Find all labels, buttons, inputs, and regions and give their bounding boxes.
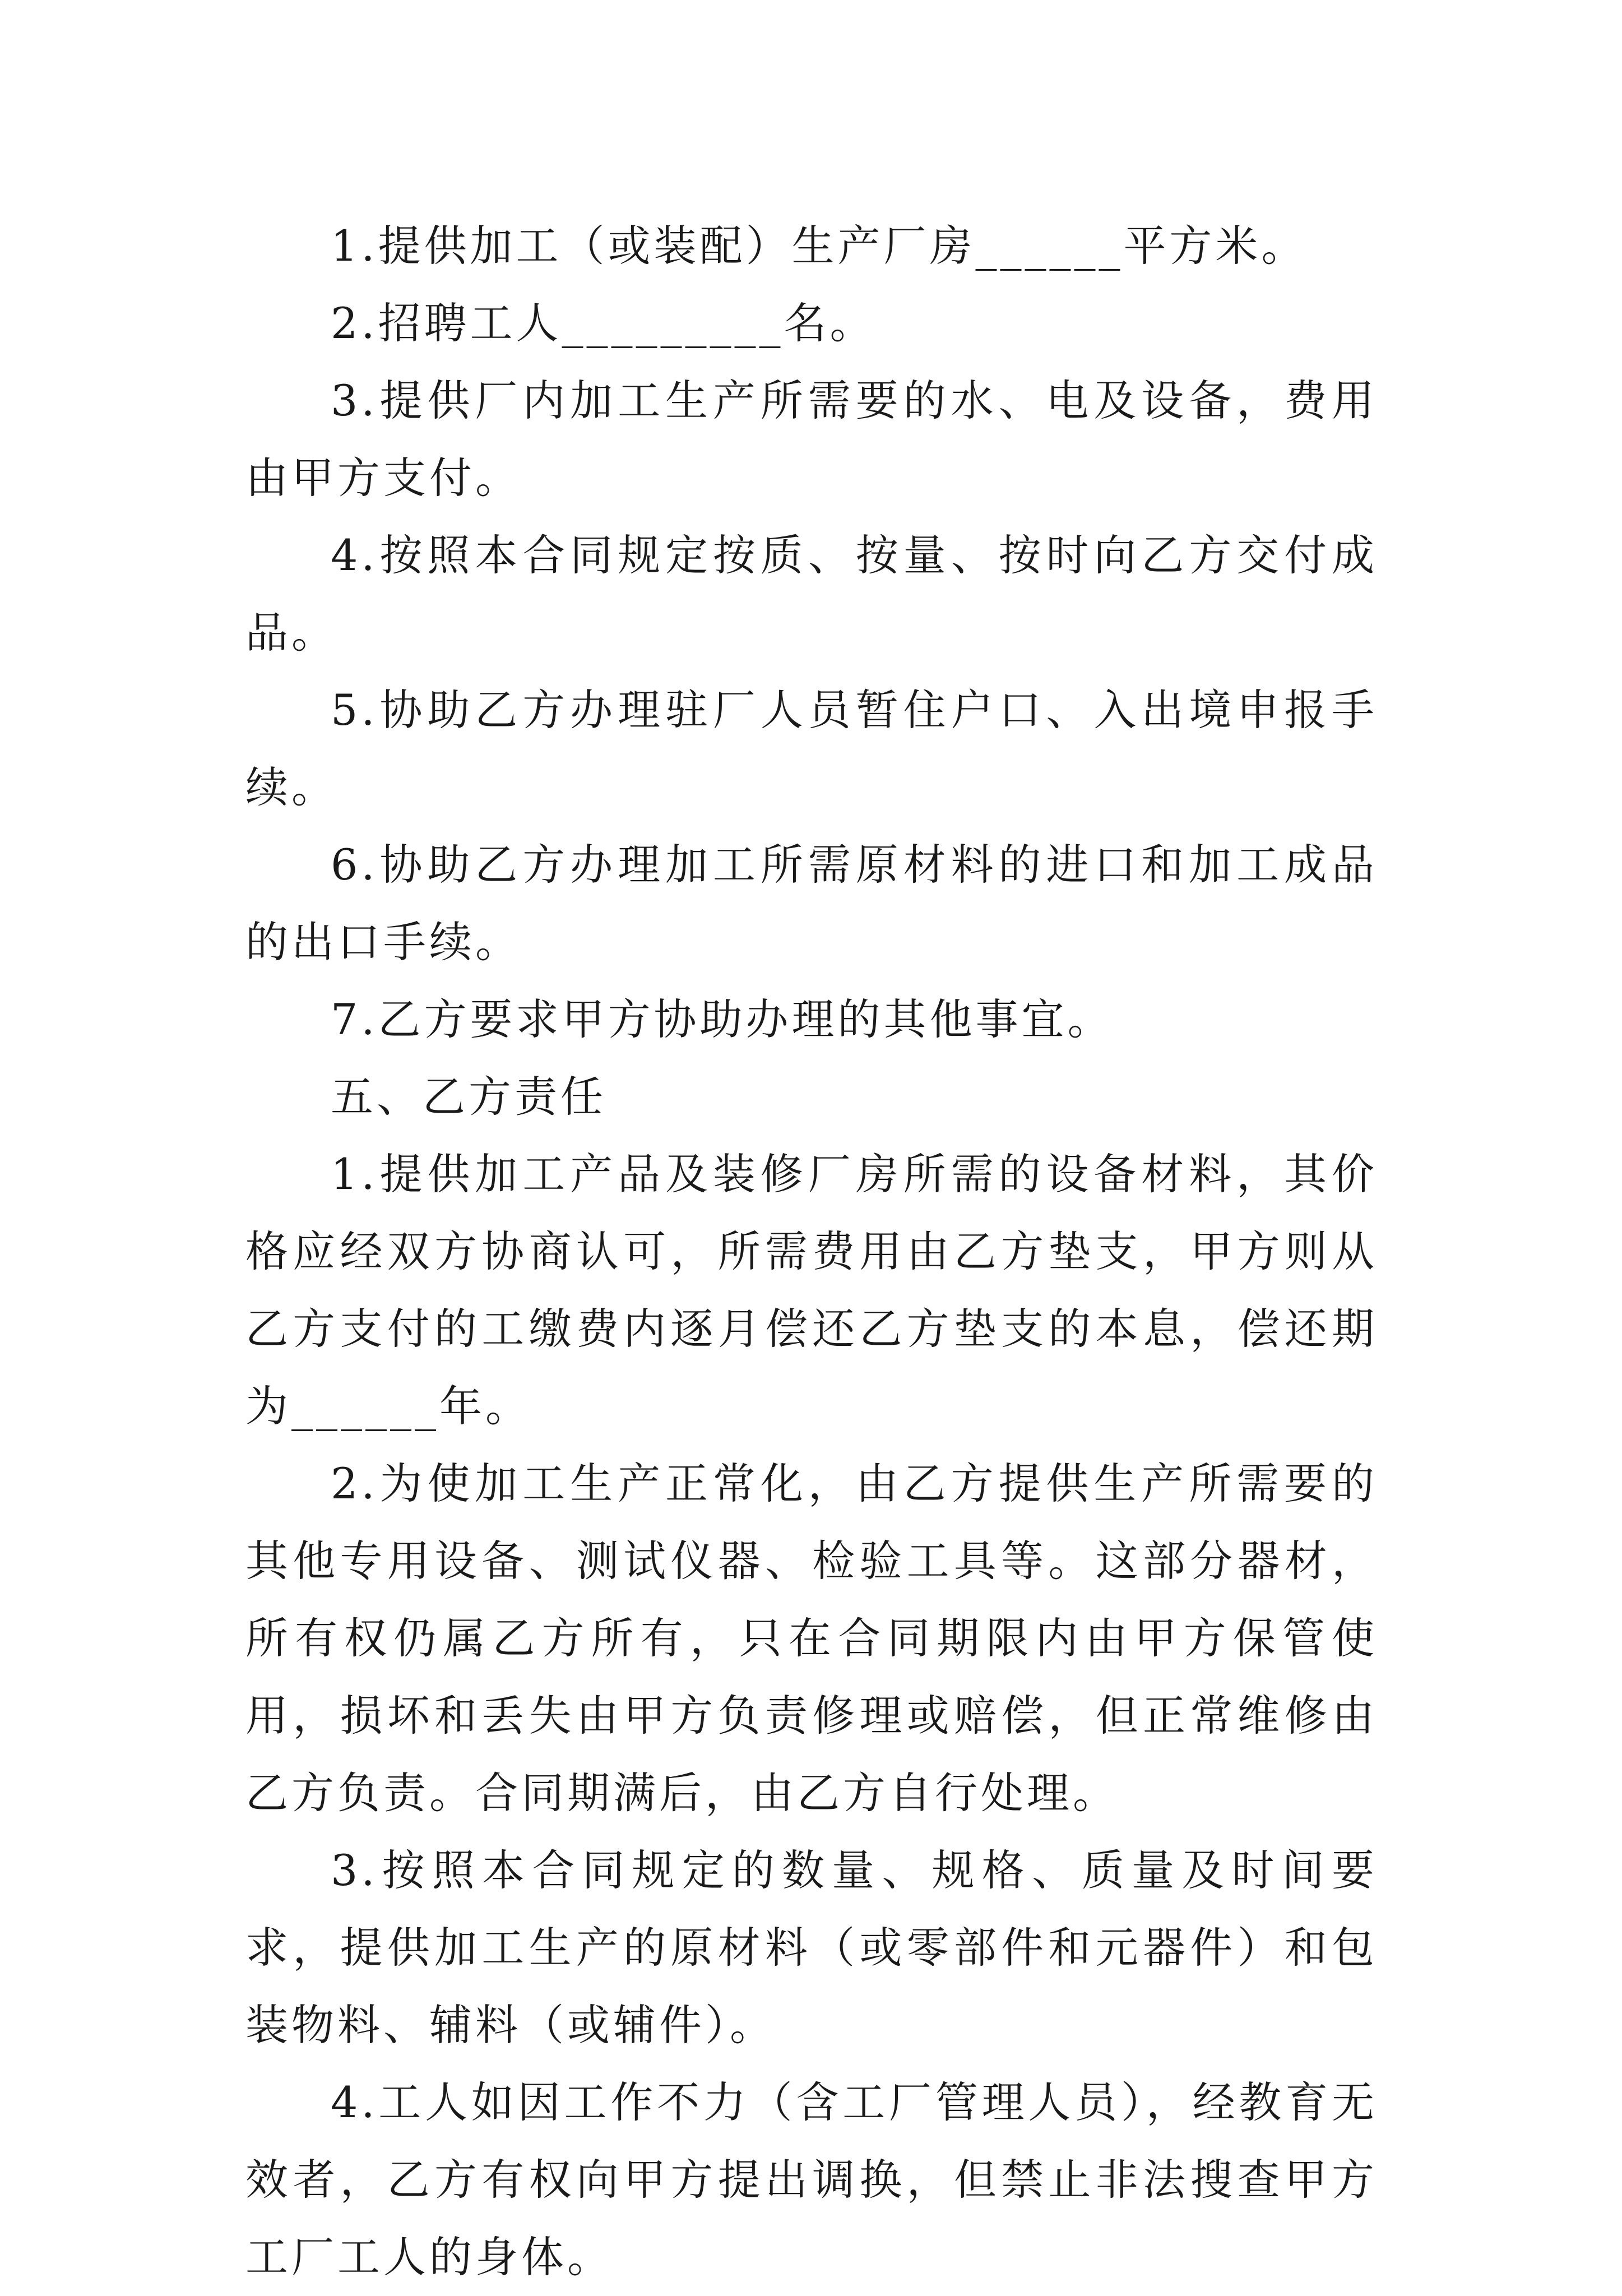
clause-5-3: 3.按照本合同规定的数量、规格、质量及时间要求，提供加工生产的原材料（或零部件和元器件）和包装物料、辅料（或辅件）。 xyxy=(245,1845,1378,2050)
clause-4-6: 6.协助乙方办理加工所需原材料的进口和加工成品的出口手续。 xyxy=(245,840,1378,967)
clause-5-2: 2.为使加工生产正常化，由乙方提供生产所需要的其他专用设备、测试仪器、检验工具等。这部分器材，所有权仍属乙方所有，只在合同期限内由甲方保管使用，损坏和丢失由甲方负责修理或赔偿，但正常维修由乙方负责。合同期满后，由乙方自行处理。 xyxy=(245,1459,1378,1818)
clause-4-5: 5.协助乙方办理驻厂人员暂住户口、入出境申报手续。 xyxy=(245,685,1378,812)
clause-5-4: 4.工人如因工作不力（含工厂管理人员），经教育无效者，乙方有权向甲方提出调换，但禁止非法搜查甲方工厂工人的身体。 xyxy=(245,2077,1378,2282)
clause-4-4: 4.按照本合同规定按质、按量、按时向乙方交付成品。 xyxy=(245,530,1378,658)
document-body xyxy=(245,207,1378,2296)
clause-4-3: 3.提供厂内加工生产所需要的水、电及设备，费用由甲方支付。 xyxy=(245,376,1378,503)
clause-4-7: 7.乙方要求甲方协助办理的其他事宜。 xyxy=(331,994,1114,1044)
clause-5-1: 1.提供加工产品及装修厂房所需的设备材料，其价格应经双方协商认可，所需费用由乙方垫支，甲方则从乙方支付的工缴费内逐月偿还乙方垫支的本息，偿还期为______年。 xyxy=(245,1149,1378,1431)
clause-4-2: 2.招聘工人_________名。 xyxy=(331,298,876,348)
section-heading-5: 五、乙方责任 xyxy=(331,1072,606,1122)
clause-4-1: 1.提供加工（或装配）生产厂房______平方米。 xyxy=(331,221,1308,271)
